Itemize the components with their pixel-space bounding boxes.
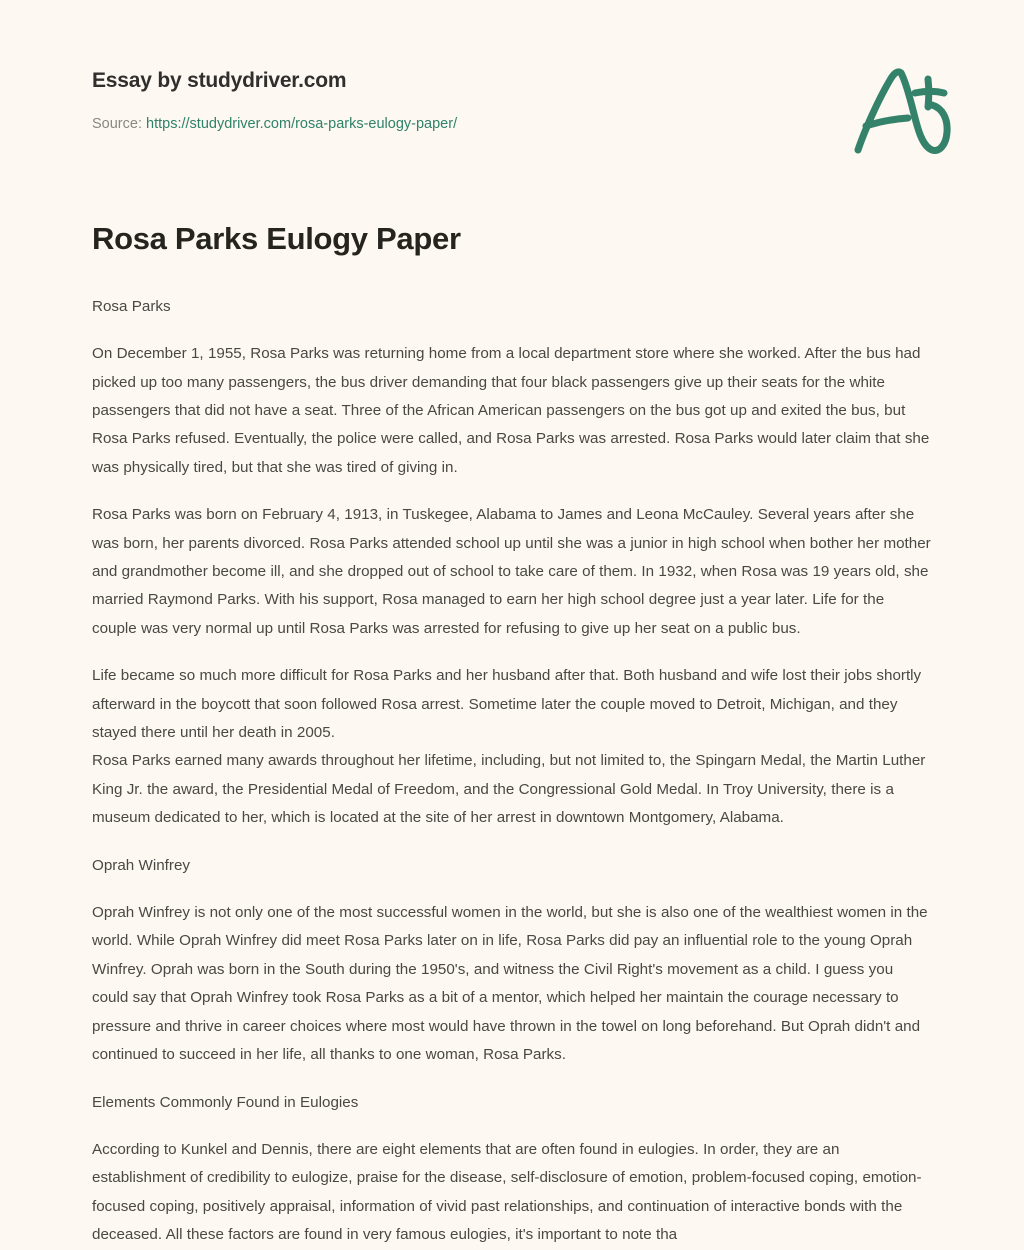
source-line (92, 115, 964, 134)
paragraph-arrest: On December 1, 1955, Rosa Parks was returning home from a local department store where she worked. After the bus had picked up too many passengers, the bus driver demanding that four black passengers give up their seats for the white passengers that did not have a seat. Three of the African American passengers on the bus got up and exited the bus, but Rosa Parks refused. Eventually, the police were called, and Rosa Parks was arrested. Rosa Parks would later claim that she was physically tired, but that she was tired of giving in. (92, 345, 930, 476)
heading-elements-eulogies: Elements Commonly Found in Eulogies (92, 1093, 359, 1111)
brand-title: Essay by studydriver.com (92, 69, 347, 92)
paragraph-awards: Rosa Parks earned many awards throughout her lifetime, including, but not limited to, the Spingarn Medal, the Martin Luther King Jr. the award, the Presidential Medal of Freedom, and the Congressional Gold Medal. In Troy University, there is a museum dedicated to her, which is located at the site of her arrest in downtown Montgomery, Alabama. (92, 752, 926, 827)
a-plus-logo-glyph (844, 62, 962, 160)
paragraph-early-life: Rosa Parks was born on February 4, 1913, in Tuskegee, Alabama to James and Leona McCauley. Several years after she was born, her parents divorced. Rosa Parks attended school up until she was a junior in high school when bother her mother and grandmother become ill, and she dropped out of school to take care of them. In 1932, when Rosa was 19 years old, she married Raymond Parks. With his support, Rosa managed to earn her high school degree just a year later. Life for the couple was very normal up until Rosa Parks was arrested for refusing to give up her seat on a public bus. (92, 506, 931, 637)
page-header (0, 0, 1024, 160)
essay-body (0, 293, 1024, 1250)
source-url-link[interactable]: https://studydriver.com/rosa-parks-eulogy-paper/ (146, 116, 458, 133)
heading-oprah-winfrey: Oprah Winfrey (92, 856, 191, 874)
source-label: Source: (92, 116, 142, 133)
a-plus-logo-icon[interactable] (844, 62, 962, 160)
heading-rosa-parks: Rosa Parks (92, 297, 171, 315)
paragraph-eulogy-elements: According to Kunkel and Dennis, there are eight elements that are often found in eulogies. In order, they are an establishment of credibility to eulogize, praise for the disease, self-disclosure of emotion, problem-focused coping, emotion-focused coping, positively appraisal, information of vivid past relationships, and continuation of interactive bonds with the deceased. All these factors are found in very famous eulogies, it's important to note tha (92, 1140, 922, 1244)
paragraph-aftermath: Life became so much more difficult for Rosa Parks and her husband after that. Both husband and wife lost their jobs shortly afterward in the boycott that soon followed Rosa arrest. Sometime later the couple moved to Detroit, Michigan, and they stayed there until her death in 2005. (92, 667, 922, 742)
paragraph-oprah: Oprah Winfrey is not only one of the most successful women in the world, but she is also one of the wealthiest women in the world. While Oprah Winfrey did meet Rosa Parks later on in life, Rosa Parks did pay an influential role to the young Oprah Winfrey. Oprah was born in the South during the 1950's, and witness the Civil Right's movement as a child. I guess you could say that Oprah Winfrey took Rosa Parks as a bit of a mentor, which helped her maintain the courage necessary to pressure and thrive in career choices where most would have thrown in the towel on long beforehand. But Oprah didn't and continued to succeed in her life, all thanks to one woman, Rosa Parks. (92, 904, 928, 1064)
page-title: Rosa Parks Eulogy Paper (92, 221, 461, 256)
